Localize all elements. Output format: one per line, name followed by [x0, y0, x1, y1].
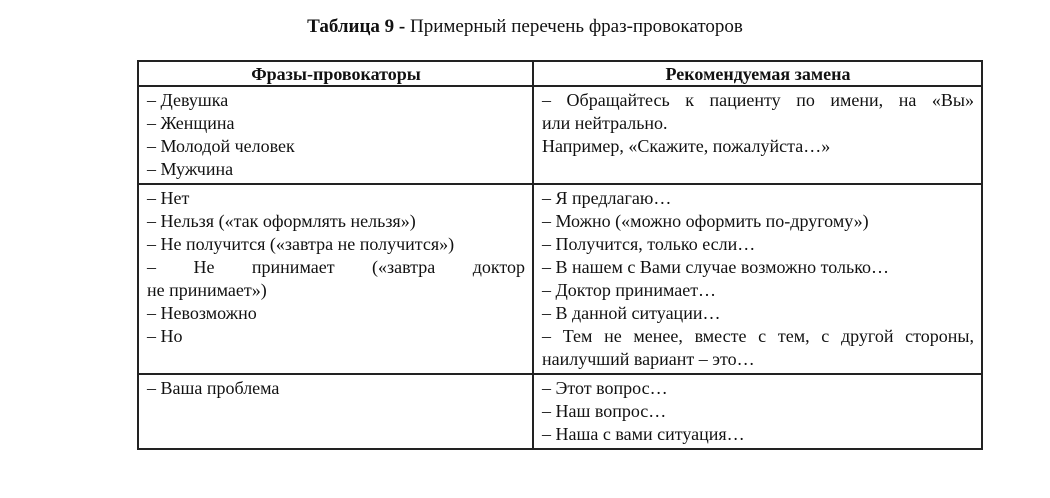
table-row [138, 86, 982, 184]
phrases-cell [138, 374, 533, 449]
replacement-item: – Обращайтесь к пациенту по имени, на «Вы» [542, 90, 974, 110]
replacements-cell [533, 374, 982, 449]
phrase-item: – Нет [147, 188, 190, 208]
replacement-item: – Этот вопрос… [542, 378, 668, 398]
phrases-table [137, 60, 983, 450]
replacement-item: – В данной ситуации… [542, 303, 721, 323]
header-recommended-replacement: Рекомендуемая замена [533, 61, 982, 86]
table-caption [0, 14, 1050, 40]
phrase-item: не принимает») [147, 280, 267, 300]
replacement-item: Например, «Скажите, пожалуйста…» [542, 136, 831, 156]
phrase-item: – Невозможно [147, 303, 257, 323]
phrase-item: – Мужчина [147, 159, 234, 179]
replacement-item: – Наш вопрос… [542, 401, 667, 421]
replacement-item: – Доктор принимает… [542, 280, 717, 300]
table-row [138, 374, 982, 449]
replacement-item: – Я предлагаю… [542, 188, 672, 208]
replacement-item: – Получится, только если… [542, 234, 756, 254]
phrase-item: – Женщина [147, 113, 235, 133]
phrase-item: – Но [147, 326, 183, 346]
phrase-item: – Молодой человек [147, 136, 295, 156]
table-header-row [138, 61, 982, 86]
caption-label: Таблица 9 - [307, 16, 406, 37]
phrase-item: – Девушка [147, 90, 229, 110]
phrase-item: – Нельзя («так оформлять нельзя») [147, 211, 416, 231]
header-provocative-phrases: Фразы-провокаторы [138, 61, 533, 86]
replacement-item: – Тем не менее, вместе с тем, с другой стороны, [542, 326, 974, 346]
phrases-cell [138, 184, 533, 374]
phrase-item: – Ваша проблема [147, 378, 280, 398]
replacement-item: – Наша с вами ситуация… [542, 424, 745, 444]
caption-title: Примерный перечень фраз-провокаторов [410, 16, 743, 37]
replacement-item: – Можно («можно оформить по-другому») [542, 211, 869, 231]
replacement-item: – В нашем с Вами случае возможно только… [542, 257, 890, 277]
replacements-cell [533, 184, 982, 374]
phrase-item: – Не принимает («завтра доктор [147, 257, 525, 277]
table-row [138, 184, 982, 374]
replacements-cell [533, 86, 982, 184]
phrase-item: – Не получится («завтра не получится») [147, 234, 455, 254]
phrases-cell [138, 86, 533, 184]
replacement-item: наилучший вариант – это… [542, 349, 755, 369]
replacement-item: или нейтрально. [542, 113, 668, 133]
